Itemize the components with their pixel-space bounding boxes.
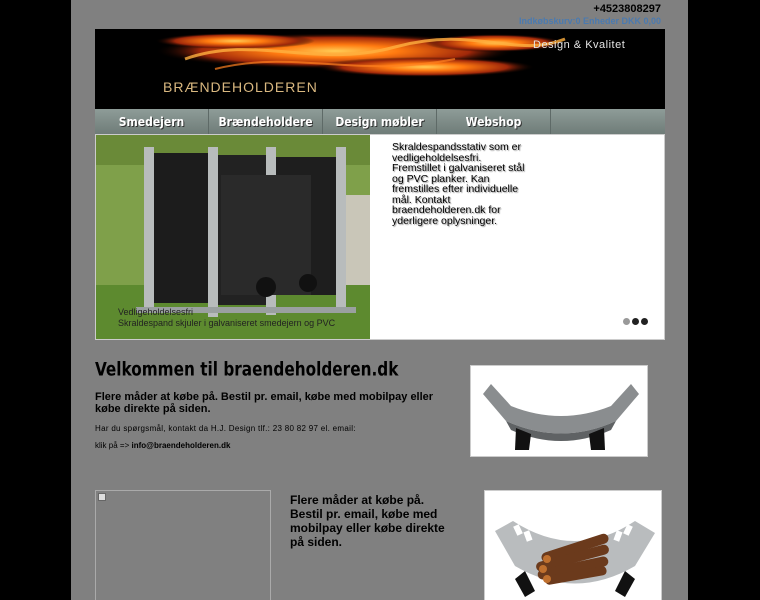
- slider-dot-3[interactable]: [641, 318, 648, 325]
- product-image-logs[interactable]: [484, 490, 662, 600]
- page-container: [71, 0, 688, 600]
- nav-item-design-mobler[interactable]: Design møbler: [323, 109, 437, 134]
- tagline: Design & Kvalitet: [533, 39, 626, 51]
- slide-photo[interactable]: [96, 135, 370, 339]
- broken-image: [95, 490, 271, 600]
- email-line: [95, 441, 230, 450]
- slider-dot-1[interactable]: [623, 318, 630, 325]
- site-name[interactable]: BRÆNDEHOLDEREN: [163, 79, 318, 95]
- log-holder-product: [471, 366, 648, 457]
- intro-text: Flere måder at købe på. Bestil pr. email, købe med mobilpay eller købe direkte på siden.: [95, 391, 434, 415]
- product-image-holder[interactable]: [470, 365, 648, 457]
- slide-description: Skraldespandsstativ som er vedligeholdelsesfri. Fremstillet i galvaniseret stål og PVC planker. Kan fremstilles efter individuelle mål. Kontakt braendeholderen.dk for yderligere oplysninger.: [392, 141, 525, 227]
- photo-caption: [118, 307, 335, 329]
- log-holder-with-wood: [485, 491, 662, 600]
- nav-item-smedejern[interactable]: Smedejern: [95, 109, 209, 134]
- email-prefix: klik på =>: [95, 441, 130, 450]
- slider-dots: [623, 318, 648, 325]
- slider-dot-2[interactable]: [632, 318, 639, 325]
- main-nav: [95, 109, 665, 134]
- photo-caption-line-1: Vedligeholdelsesfri: [118, 307, 194, 317]
- phone-number[interactable]: +4523808297: [593, 3, 661, 15]
- cart-summary-link[interactable]: Indkøbskurv:0 Enheder DKK 0,00: [518, 16, 661, 26]
- image-slider: [95, 134, 665, 340]
- contact-text: Har du spørgsmål, kontakt da H.J. Design tlf.: 23 80 82 97 el. email:: [95, 424, 356, 433]
- page-title: Velkommen til braendeholderen.dk: [95, 359, 399, 381]
- email-link[interactable]: info@braendeholderen.dk: [131, 441, 231, 450]
- photo-caption-line-2: Skraldespand skjuler i galvaniseret smedejern og PVC: [118, 318, 336, 328]
- header-banner: [95, 29, 665, 109]
- nav-item-braendeholdere[interactable]: Brændeholdere: [209, 109, 323, 134]
- broken-image-icon: [98, 493, 106, 501]
- secondary-text: Flere måder at købe på. Bestil pr. email, købe med mobilpay eller købe direkte på siden.: [290, 493, 445, 549]
- nav-item-webshop[interactable]: Webshop: [437, 109, 551, 134]
